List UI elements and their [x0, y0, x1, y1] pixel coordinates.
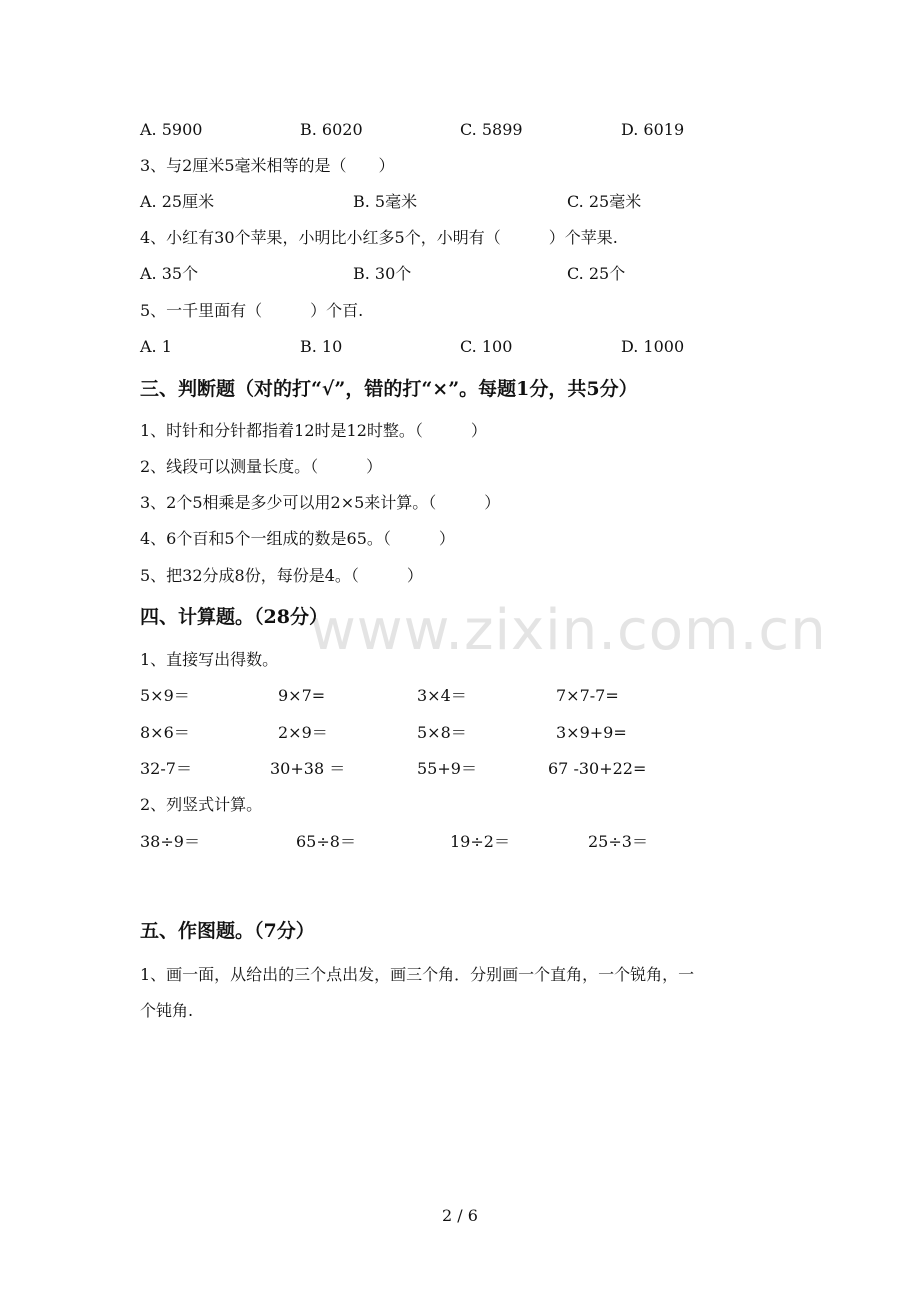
- vertical-calc-item: 65÷8＝: [296, 832, 356, 851]
- calc-item: 8×6＝: [140, 723, 190, 742]
- calc-item: 3×9+9=: [556, 723, 627, 742]
- vertical-calc-item: 38÷9＝: [140, 832, 200, 851]
- calc-item: 55+9＝: [417, 759, 477, 778]
- q5-option-a: A. 1: [140, 337, 172, 356]
- judge-item-1: 1、时针和分针都指着12时是12时整。（ ）: [140, 421, 487, 440]
- section3-title: 三、判断题（对的打“√”，错的打“×”。每题1分，共5分）: [140, 378, 638, 400]
- q4-option-c: C. 25个: [567, 264, 626, 283]
- q5-question: 5、一千里面有（ ）个百.: [140, 301, 364, 320]
- drawing-question-line2: 个钝角.: [140, 1001, 194, 1020]
- q3-option-b: B. 5毫米: [353, 192, 418, 211]
- q5-option-d: D. 1000: [621, 337, 685, 356]
- q3-option-a: A. 25厘米: [140, 192, 215, 211]
- calc-item: 30+38 ＝: [270, 759, 346, 778]
- judge-item-2: 2、线段可以测量长度。（ ）: [140, 457, 383, 476]
- q3-question: 3、与2厘米5毫米相等的是（ ）: [140, 156, 395, 175]
- calc-item: 2×9＝: [278, 723, 328, 742]
- page-number: 2 / 6: [442, 1206, 478, 1225]
- calc-item: 67 -30+22=: [548, 759, 647, 778]
- q3-option-c: C. 25毫米: [567, 192, 642, 211]
- judge-item-4: 4、6个百和5个一组成的数是65。（ ）: [140, 529, 455, 548]
- section4-title: 四、计算题。（28分）: [140, 606, 328, 628]
- q4-option-a: A. 35个: [140, 264, 199, 283]
- q5-option-c: C. 100: [460, 337, 513, 356]
- calc-item: 5×8＝: [417, 723, 467, 742]
- q4-option-b: B. 30个: [353, 264, 412, 283]
- q2-option-a: A. 5900: [140, 120, 203, 139]
- vertical-calc-item: 25÷3＝: [588, 832, 648, 851]
- watermark: www.zixin.com.cn: [310, 598, 827, 663]
- calc-item: 3×4＝: [417, 686, 467, 705]
- q2-option-d: D. 6019: [621, 120, 685, 139]
- q4-question: 4、小红有30个苹果，小明比小红多5个，小明有（ ）个苹果.: [140, 228, 618, 247]
- section5-title: 五、作图题。（7分）: [140, 920, 315, 942]
- judge-item-3: 3、2个5相乘是多少可以用2×5来计算。（ ）: [140, 493, 501, 512]
- calc-item: 5×9＝: [140, 686, 190, 705]
- q2-option-b: B. 6020: [300, 120, 363, 139]
- calc-item: 32-7＝: [140, 759, 192, 778]
- vertical-calc-item: 19÷2＝: [450, 832, 510, 851]
- q5-option-b: B. 10: [300, 337, 343, 356]
- calc-item: 7×7-7=: [556, 686, 619, 705]
- calc-part2-label: 2、列竖式计算。: [140, 795, 263, 814]
- q2-option-c: C. 5899: [460, 120, 523, 139]
- calc-part1-label: 1、直接写出得数。: [140, 650, 279, 669]
- judge-item-5: 5、把32分成8份，每份是4。（ ）: [140, 566, 423, 585]
- calc-item: 9×7=: [278, 686, 326, 705]
- drawing-question-line1: 1、画一面，从给出的三个点出发，画三个角．分别画一个直角，一个锐角，一: [140, 965, 695, 984]
